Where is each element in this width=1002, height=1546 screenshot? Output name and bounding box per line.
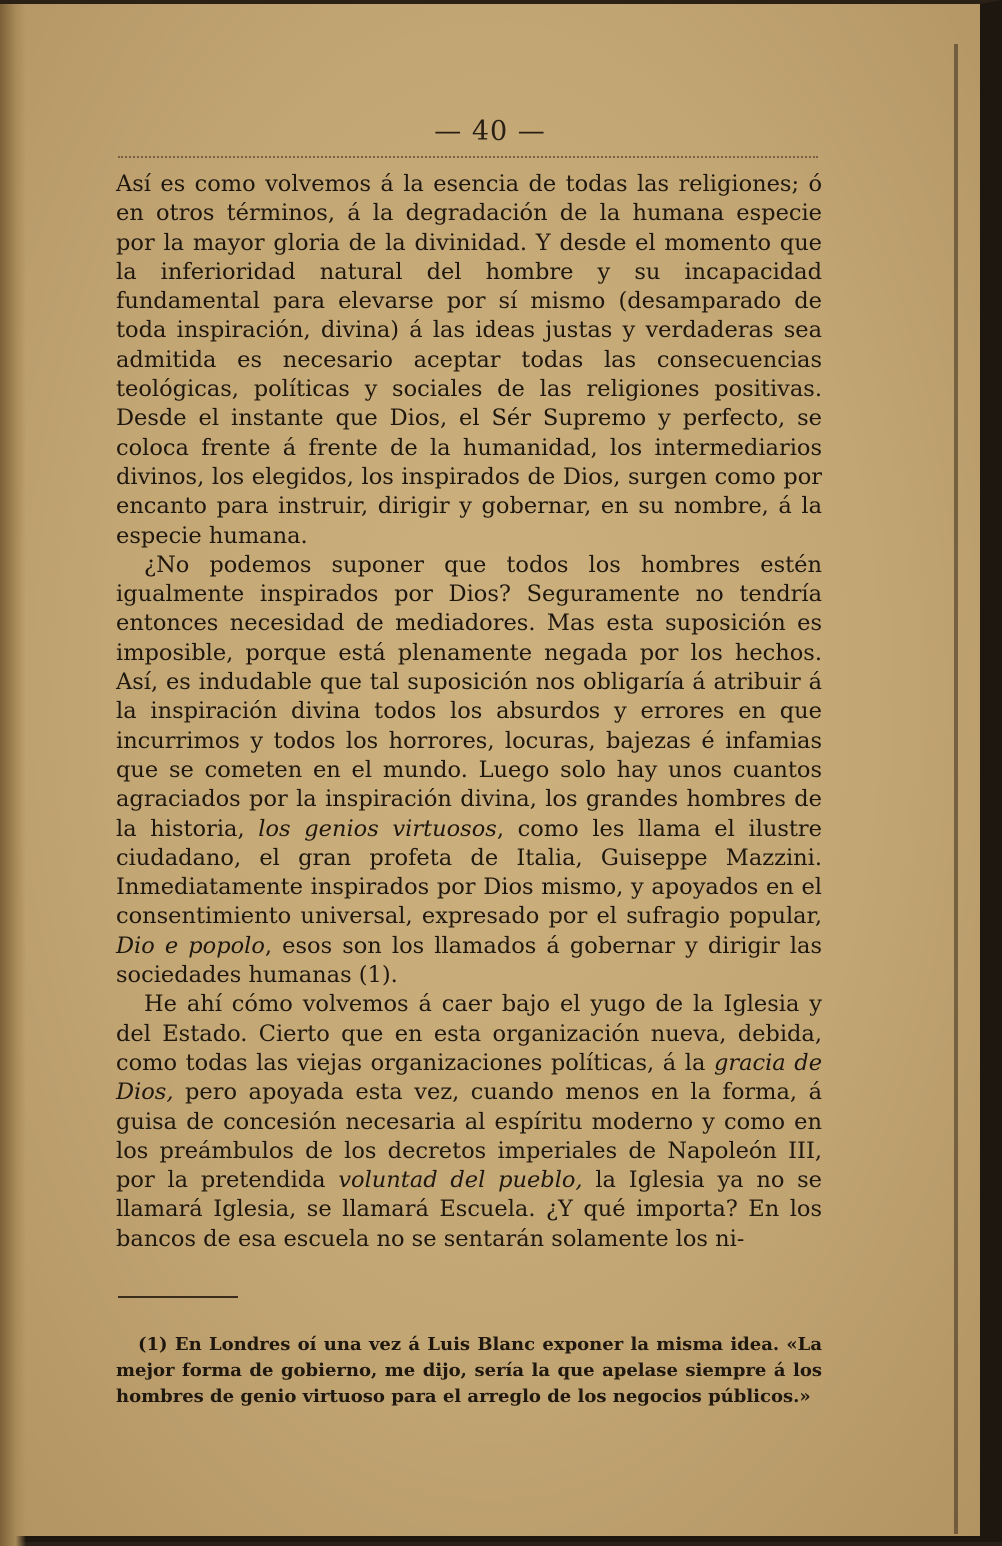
text-run: pero apoyada esta vez, cuando menos en la forma, á guisa de concesión necesaria al espíritu moderno y como en los preámbulos de los decretos imperiales de Napoleón III, por la pretendida [116, 1079, 822, 1194]
footnote [116, 1332, 822, 1410]
text-run: la Iglesia ya no se llamará Iglesia, se llamará Escuela. ¿Y qué importa? En los bancos de esa escuela no se sentarán solamente los ni- [116, 1167, 822, 1252]
body-text [116, 170, 822, 1254]
text-run: Así es como volvemos á la esencia de todas las religiones; ó en otros términos, á la degradación de la humana especie por la mayor gloria de la divinidad. Y desde el momento que la inferioridad natural del hombre y su incapacidad fundamental para elevarse por sí mismo (desamparado de toda inspiración, divina) á las ideas justas y verdaderas sea admitida es necesario aceptar todas las consecuencias teológicas, políticas y sociales de las religiones positivas. Desde el instante que Dios, el Sér Supremo y perfecto, se coloca frente á frente de la humanidad, los intermediarios divinos, los elegidos, los inspirados de Dios, surgen como por encanto para instruir, dirigir y gobernar, en su nombre, á la especie humana. [116, 171, 822, 549]
paragraph [116, 170, 822, 551]
text-run: He ahí cómo volvemos á caer bajo el yugo de la Iglesia y del Estado. Cierto que en esta organización nueva, debida, como todas las viejas organizaciones políticas, á la [116, 991, 822, 1076]
footnote-text: (1) En Londres oí una vez á Luis Blanc exponer la misma idea. «La mejor forma de gobierno, me dijo, sería la que apelase siempre á los hombres de genio virtuoso para el arreglo de los negocios públicos.» [116, 1334, 822, 1407]
italic-run: voluntad del pueblo, [338, 1167, 583, 1194]
text-run: ¿No podemos suponer que todos los hombres estén igualmente inspirados por Dios? Seguramente no tendría entonces necesidad de mediadores. Mas esta suposición es imposible, porque está plenamente negada por los hechos. Así, es indudable que tal suposición nos obligaría á atribuir á la inspiración divina todos los absurdos y errores en que incurrimos y todos los horrores, locuras, bajezas é infamias que se cometen en el mundo. Luego solo hay unos cuantos agraciados por la inspiración divina, los grandes hombres de la historia, [116, 551, 822, 842]
header-rule [118, 156, 818, 158]
paragraph [116, 990, 822, 1254]
italic-run: los genios virtuosos [258, 815, 497, 842]
paragraph [116, 551, 822, 990]
italic-run: gracia de Dios, [116, 1049, 823, 1106]
text-run: , esos son los llamados á gobernar y dirigir las sociedades humanas (1). [116, 932, 822, 989]
page-gutter-shadow [0, 4, 26, 1546]
footnote-rule [118, 1296, 238, 1298]
text-run: , como les llama el ilustre ciudadano, el gran profeta de Italia, Guiseppe Mazzini. Inmediatamente inspirados por Dios mismo, y apoyados en el consentimiento universal, expresado por el sufragio popular, [116, 815, 822, 930]
page-edge-line [954, 44, 958, 1534]
page-number: — 40 — [434, 116, 546, 147]
italic-run: Dio e popolo [116, 932, 265, 959]
